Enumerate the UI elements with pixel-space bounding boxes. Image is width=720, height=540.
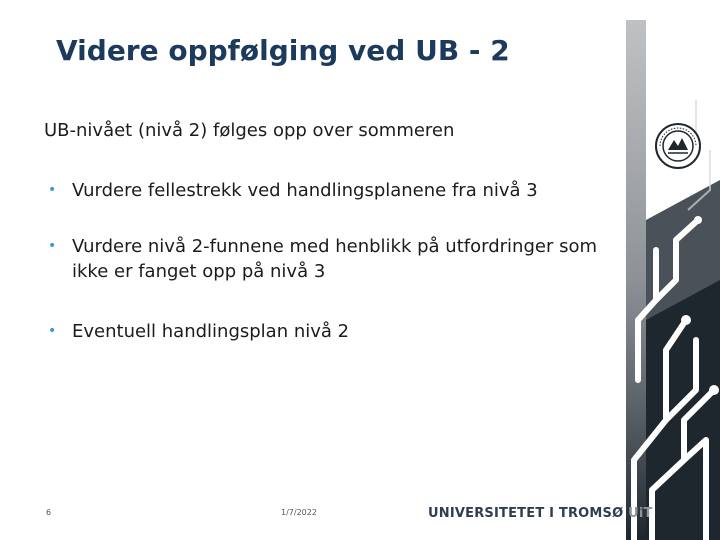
- university-seal-icon: [654, 122, 702, 170]
- bullet-dot-icon: •: [48, 182, 57, 198]
- lead-text: UB-nivået (nivå 2) følges opp over sommeren: [44, 120, 455, 141]
- bullet-dot-icon: •: [48, 323, 57, 339]
- bullet-text: Vurdere fellestrekk ved handlingsplanene fra nivå 3: [72, 180, 538, 201]
- page-number: 6: [46, 508, 52, 517]
- bullet-text: Eventuell handlingsplan nivå 2: [72, 321, 350, 342]
- side-decoration-panel: [626, 20, 720, 540]
- bullet-item: [44, 178, 604, 203]
- circuit-tree-pattern: [626, 20, 720, 540]
- slide-date: 1/7/2022: [281, 508, 317, 517]
- slide-title: Videre oppfølging ved UB - 2: [56, 34, 510, 67]
- bullet-item: [44, 234, 604, 284]
- bullet-dot-icon: •: [48, 238, 57, 254]
- footer-brand-name: UNIVERSITETET I TROMSØ: [428, 506, 624, 521]
- footer-university-logo: [428, 506, 653, 521]
- bullet-list: [44, 178, 604, 344]
- bullet-text: Vurdere nivå 2-funnene med henblikk på utfordringer som ikke er fanget opp på nivå 3: [72, 236, 597, 282]
- footer-brand-suffix: UiT: [628, 506, 653, 521]
- bullet-item: [44, 319, 604, 344]
